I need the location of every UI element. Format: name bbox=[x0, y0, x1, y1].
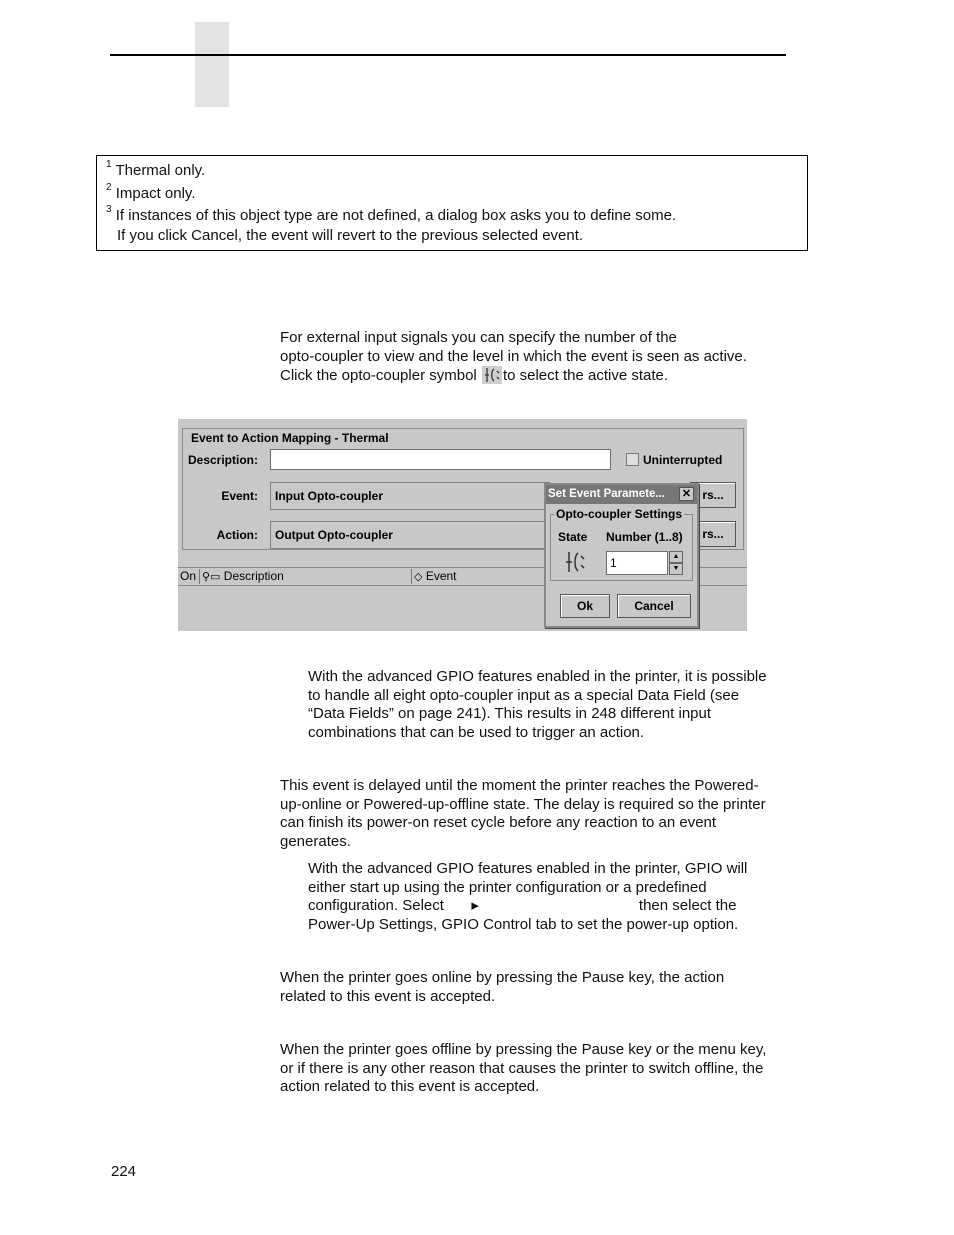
action-select[interactable]: Output Opto-coupler bbox=[270, 521, 550, 549]
gpio-data-field-note: With the advanced GPIO features enabled in the printer, it is possible to handle all eight opto-coupler input as a special Data Field (see “Data Fields” on page 241). This results in 248 different input combinations that can be used to trigger an action. bbox=[308, 668, 767, 741]
footnote-box bbox=[96, 155, 808, 251]
number-label: Number (1..8) bbox=[606, 530, 683, 544]
state-label: State bbox=[558, 530, 588, 544]
footnote-3: $^3$ If instances of this object type are not defined, a dialog box asks you to define some. bbox=[106, 204, 677, 224]
opto-settings-title: Opto-coupler Settings bbox=[556, 507, 682, 521]
page-number: 224 bbox=[111, 1163, 137, 1180]
event-select[interactable]: Input Opto-coupler bbox=[270, 482, 550, 510]
spin-down-icon[interactable]: ▼ bbox=[669, 563, 683, 575]
event-parameters-button[interactable]: rs... bbox=[690, 482, 736, 508]
uninterrupted-checkbox[interactable] bbox=[626, 453, 639, 466]
close-icon[interactable]: ✕ bbox=[679, 487, 694, 501]
menu-arrow-icon: ▸ bbox=[471, 897, 479, 915]
chapter-tab bbox=[195, 22, 229, 107]
footnote-1: $^1$ Thermal only. bbox=[106, 159, 206, 179]
gpio-power-up-note: With the advanced GPIO features enabled in the printer, GPIO will either start up using the printer configuration or a predefined configuration. Select ▸ then select the Power-Up Settings, GPIO Control tab to set the power-up option. bbox=[308, 860, 748, 933]
opto-state-toggle-icon[interactable] bbox=[562, 549, 588, 578]
online-paragraph: When the printer goes online by pressing the Pause key, the action related to this event is accepted. bbox=[280, 969, 725, 1005]
header-rule bbox=[110, 54, 786, 56]
dialog-title-bar: Set Event Paramete... ✕ bbox=[546, 485, 697, 504]
offline-paragraph: When the printer goes offline by pressing the Pause key or the menu key, or if there is any other reason that causes the printer to switch offline, the action related to this event is accepted. bbox=[280, 1041, 767, 1096]
description-label: Description: bbox=[187, 453, 258, 467]
column-header-on[interactable]: On bbox=[178, 569, 200, 584]
opto-coupler-icon bbox=[482, 366, 502, 384]
column-header-description[interactable]: ⚲▭ Description bbox=[200, 569, 412, 584]
opto-number-input[interactable]: 1 bbox=[606, 551, 668, 575]
intro-paragraph: For external input signals you can specify the number of the opto-coupler to view and the level in which the event is seen as active. Click the opto-coupler symbol to select the active state. bbox=[280, 329, 747, 385]
uninterrupted-label: Uninterrupted bbox=[643, 453, 723, 467]
power-up-paragraph: This event is delayed until the moment the printer reaches the Powered- up-online or Powered-up-offline state. The delay is required so the printer can finish its power-on reset cycle before any reaction to an event generates. bbox=[280, 777, 766, 850]
cancel-button[interactable]: Cancel bbox=[617, 594, 691, 618]
ok-button[interactable]: Ok bbox=[560, 594, 610, 618]
group-title: Event to Action Mapping - Thermal bbox=[191, 431, 389, 445]
event-label: Event: bbox=[221, 489, 258, 503]
footnote-2: $^2$ Impact only. bbox=[106, 182, 196, 202]
event-column-icon: ◇ bbox=[414, 571, 423, 583]
action-parameters-button[interactable]: rs... bbox=[690, 521, 736, 547]
description-column-icon: ⚲▭ bbox=[202, 571, 221, 583]
event-action-mapping-screenshot bbox=[178, 419, 747, 631]
column-header-event[interactable]: ◇ Event bbox=[414, 569, 457, 583]
footnote-3-continued: If you click Cancel, the event will revert to the previous selected event. bbox=[117, 227, 584, 244]
description-input[interactable] bbox=[270, 449, 611, 470]
set-event-parameters-dialog bbox=[544, 483, 699, 628]
spin-up-icon[interactable]: ▲ bbox=[669, 551, 683, 563]
number-spinner bbox=[669, 551, 683, 575]
action-label: Action: bbox=[216, 528, 258, 542]
